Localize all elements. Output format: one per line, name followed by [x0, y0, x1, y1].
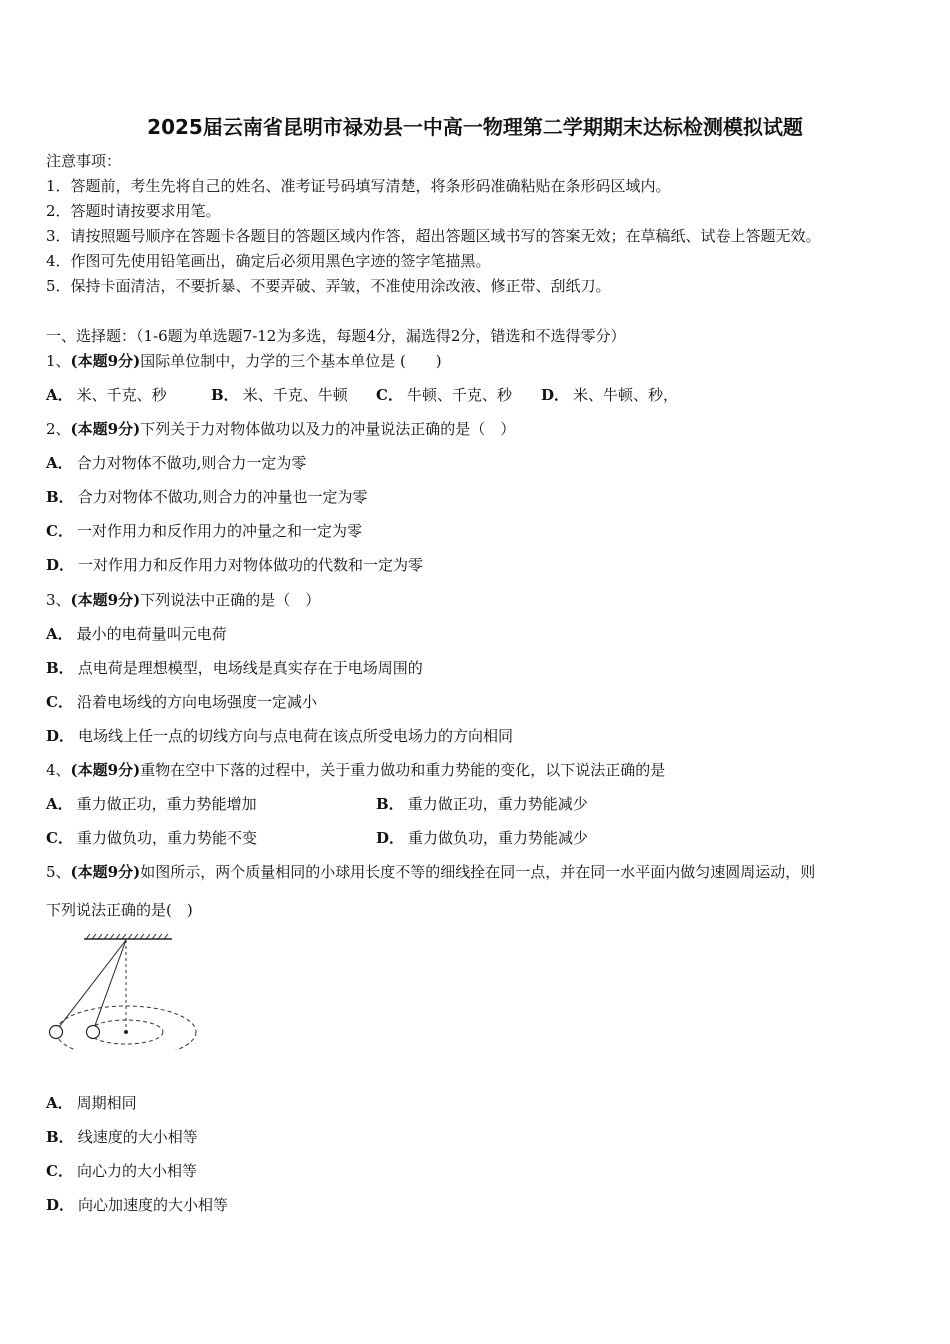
notice-item: 1．答题前，考生先将自己的姓名、准考证号码填写清楚，将条形码准确粘贴在条形码区域内。 [46, 177, 671, 195]
inner-ball [87, 1026, 100, 1039]
q2-option-a [46, 453, 306, 473]
option-text: 一对作用力和反作用力对物体做功的代数和一定为零 [78, 556, 424, 574]
option-text: 最小的电荷量叫元电荷 [76, 625, 227, 643]
question-score: (本题9分) [70, 863, 141, 881]
outer-ball [50, 1026, 63, 1039]
question-text: 下列关于力对物体做功以及力的冲量说法正确的是（ ） [140, 420, 516, 438]
option-text: 电场线上任一点的切线方向与点电荷在该点所受电场力的方向相同 [78, 727, 514, 745]
option-letter: D． [46, 556, 75, 574]
question-score: (本题9分) [70, 591, 141, 609]
q2-option-c [46, 521, 362, 541]
option-text: 米、牛顿、秒， [573, 386, 679, 404]
q1-option-b [211, 385, 348, 405]
option-letter: B． [46, 1128, 74, 1146]
question-2 [46, 419, 515, 439]
question-text: 下列说法中正确的是（ ） [140, 591, 321, 609]
q3-option-d [46, 726, 513, 746]
option-letter: C． [376, 386, 403, 404]
option-text: 重力做正功，重力势能减少 [407, 795, 588, 813]
notice-item: 2．答题时请按要求用笔。 [46, 202, 221, 220]
q5-option-c [46, 1161, 197, 1181]
q3-option-a [46, 624, 227, 644]
question-score: (本题9分) [70, 761, 141, 779]
question-5 [46, 862, 815, 882]
option-letter: B． [46, 488, 74, 506]
notice-heading: 注意事项： [46, 152, 122, 170]
option-text: 点电荷是理想模型，电场线是真实存在于电场周围的 [77, 659, 423, 677]
question-number: 2、 [46, 420, 71, 438]
question-score: (本题9分) [70, 352, 141, 370]
question-number: 3、 [46, 591, 71, 609]
option-text: 重力做负功，重力势能减少 [408, 829, 589, 847]
question-number: 4、 [46, 761, 71, 779]
question-text: 国际单位制中，力学的三个基本单位是 ( ) [140, 352, 442, 370]
short-string [93, 940, 126, 1031]
q3-option-c [46, 692, 317, 712]
notice-item: 3．请按照题号顺序在答题卡各题目的答题区域内作答，超出答题区域书写的答案无效；在草稿纸、试卷上答题无效。 [46, 227, 821, 245]
option-text: 重力做正功，重力势能增加 [76, 795, 257, 813]
question-number: 5、 [46, 863, 71, 881]
option-text: 米、千克、秒 [76, 386, 167, 404]
option-letter: C． [46, 829, 73, 847]
option-text: 米、千克、牛顿 [242, 386, 348, 404]
question-text: 重物在空中下落的过程中，关于重力做功和重力势能的变化，以下说法正确的是 [140, 761, 666, 779]
option-letter: B． [376, 795, 404, 813]
option-text: 合力对物体不做功,则合力的冲量也一定为零 [77, 488, 368, 506]
option-text: 沿着电场线的方向电场强度一定减小 [76, 693, 317, 711]
section-heading: 一、选择题：（1-6题为单选题7-12为多选，每题4分，漏选得2分，错选和不选得零分） [46, 327, 626, 345]
q4-option-c [46, 828, 257, 848]
option-text: 牛顿、千克、秒 [406, 386, 512, 404]
q2-option-b [46, 487, 367, 507]
option-letter: A． [46, 454, 73, 472]
option-text: 向心力的大小相等 [76, 1162, 197, 1180]
option-letter: A． [46, 625, 73, 643]
q1-option-d [541, 385, 678, 405]
q2-option-d [46, 555, 423, 575]
option-letter: D． [46, 1196, 75, 1214]
question-text: 如图所示，两个质量相同的小球用长度不等的细线拴在同一点，并在同一水平面内做匀速圆周运动，则 [140, 863, 816, 881]
notice-item: 4．作图可先使用铅笔画出，确定后必须用黑色字迹的签字笔描黑。 [46, 252, 491, 270]
option-letter: C． [46, 522, 73, 540]
option-letter: C． [46, 693, 73, 711]
option-letter: B． [211, 386, 239, 404]
question-score: (本题9分) [70, 420, 141, 438]
option-letter: B． [46, 659, 74, 677]
question-3 [46, 590, 320, 610]
page-title: 2025届云南省昆明市禄劝县一中高一物理第二学期期末达标检测模拟试题 [147, 115, 803, 139]
notice-item: 5．保持卡面清洁，不要折暴、不要弄破、弄皱，不准使用涂改液、修正带、刮纸刀。 [46, 277, 611, 295]
q4-option-a [46, 794, 257, 814]
long-string [56, 940, 126, 1031]
option-text: 重力做负功，重力势能不变 [76, 829, 257, 847]
option-text: 线速度的大小相等 [77, 1128, 198, 1146]
option-letter: A． [46, 1094, 73, 1112]
q1-option-a [46, 385, 167, 405]
center-dot [124, 1030, 128, 1034]
question-4 [46, 760, 665, 780]
conical-pendulum-figure [44, 930, 204, 1050]
q5-option-a [46, 1093, 137, 1113]
option-letter: A． [46, 386, 73, 404]
q4-option-d [376, 828, 588, 848]
question-number: 1、 [46, 352, 71, 370]
option-letter: D． [46, 727, 75, 745]
option-text: 合力对物体不做功,则合力一定为零 [76, 454, 307, 472]
option-letter: D． [376, 829, 405, 847]
q1-option-c [376, 385, 512, 405]
option-text: 向心加速度的大小相等 [78, 1196, 229, 1214]
q4-option-b [376, 794, 588, 814]
q5-option-d [46, 1195, 228, 1215]
option-letter: A． [46, 795, 73, 813]
option-letter: D． [541, 386, 570, 404]
question-1 [46, 351, 442, 371]
option-text: 周期相同 [76, 1094, 137, 1112]
option-text: 一对作用力和反作用力的冲量之和一定为零 [76, 522, 362, 540]
option-letter: C． [46, 1162, 73, 1180]
question-5-continued: 下列说法正确的是( ) [46, 901, 193, 919]
q3-option-b [46, 658, 423, 678]
q5-option-b [46, 1127, 198, 1147]
